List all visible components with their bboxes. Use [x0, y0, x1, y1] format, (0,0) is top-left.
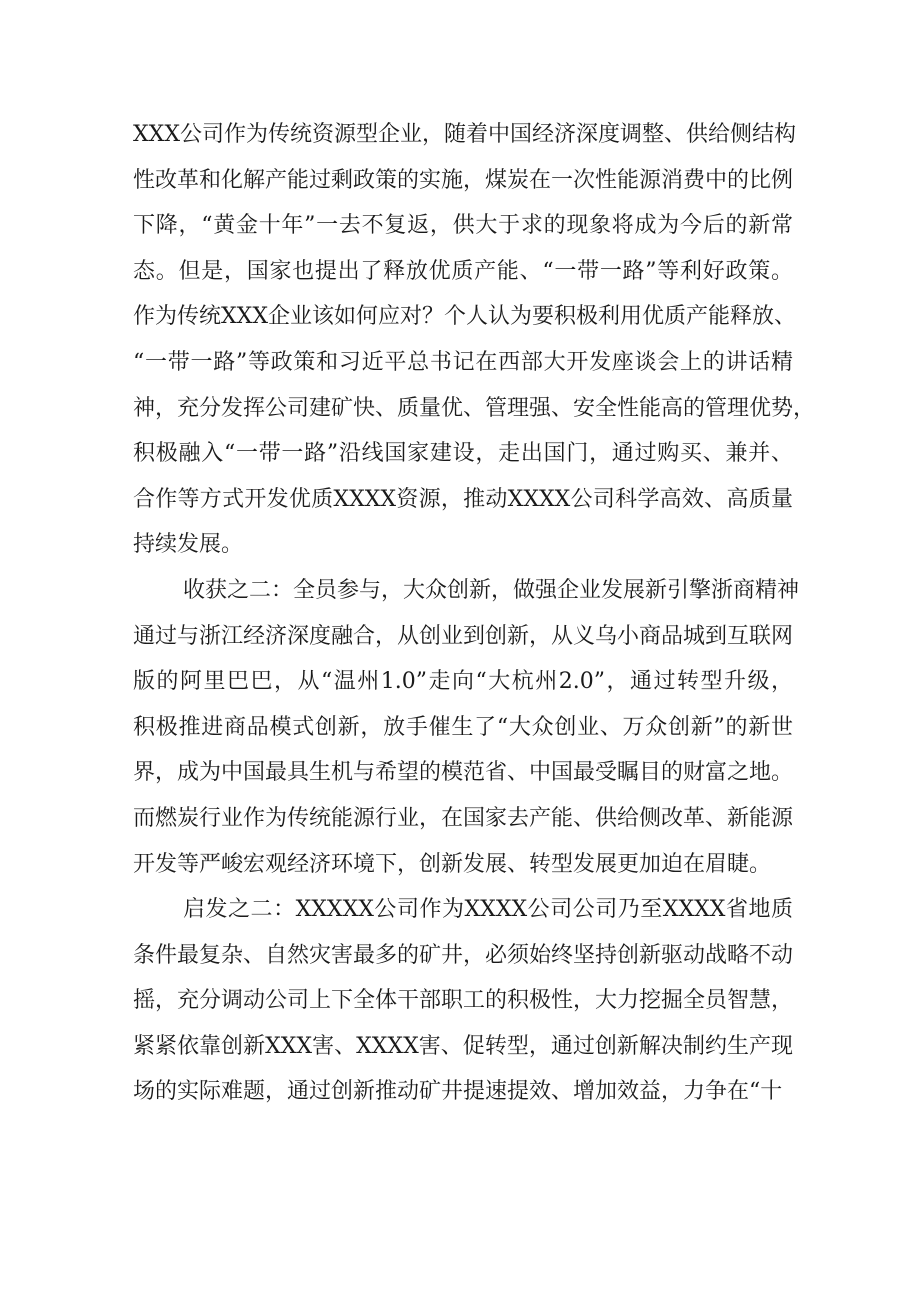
text-line: 持续发展。: [133, 532, 244, 558]
paragraph-2: [133, 568, 800, 887]
text-line: 开发等严峻宏观经济环境下，创新发展、转型发展更加迫在眉睫。: [133, 851, 772, 877]
document-body: [133, 112, 816, 1115]
paragraph-3: [133, 887, 793, 1115]
text-line: 性改革和化解产能过剩政策的实施，煤炭在一次性能源消费中的比例: [133, 167, 794, 193]
text-line: 作为传统XXX企业该如何应对？个人认为要积极利用优质产能释放、: [133, 304, 796, 330]
text-line: 神，充分发挥公司建矿快、质量优、管理强、安全性能高的管理优势，: [133, 395, 816, 421]
text-line: 界，成为中国最具生机与希望的模范省、中国最受瞩目的财富之地。: [133, 760, 794, 786]
text-line: 下降，“黄金十年”一去不复返，供大于求的现象将成为今后的新常: [133, 213, 793, 239]
text-line: 收获之二：全员参与，大众创新，做强企业发展新引擎浙商精神: [183, 577, 800, 603]
text-line: 态。但是，国家也提出了释放优质产能、“一带一路”等利好政策。: [133, 258, 793, 284]
text-line: 场的实际难题，通过创新推动矿井提速提效、增加效益，力争在“十: [133, 1079, 783, 1105]
text-line: 合作等方式开发优质XXXX资源，推动XXXX公司科学高效、高质量: [133, 486, 793, 512]
text-line: 而燃炭行业作为传统能源行业，在国家去产能、供给侧改革、新能源: [133, 805, 794, 831]
text-line: 通过与浙江经济深度融合，从创业到创新，从义乌小商品城到互联网: [133, 623, 794, 649]
paragraph-1: [133, 112, 816, 568]
text-line: “一带一路”等政策和习近平总书记在西部大开发座谈会上的讲话精: [133, 349, 793, 375]
text-line: 摇，充分调动公司上下全体干部职工的积极性，大力挖掘全员智慧，: [133, 988, 794, 1014]
text-line: 启发之二：XXXXX公司作为XXXX公司公司乃至XXXX省地质: [183, 897, 793, 923]
text-line: 积极推进商品模式创新，放手催生了“大众创业、万众创新”的新世: [133, 714, 793, 740]
text-line: XXX公司作为传统资源型企业，随着中国经济深度调整、供给侧结构: [133, 122, 796, 147]
text-line: 积极融入“一带一路”沿线国家建设，走出国门，通过购买、兼并、: [133, 441, 793, 467]
text-line: 紧紧依靠创新XXX害、XXXX害、促转型，通过创新解决制约生产现: [133, 1033, 793, 1059]
text-line: 版的阿里巴巴，从“温州1.0”走向“大杭州2.0”，通过转型升级，: [133, 669, 793, 695]
text-line: 条件最复杂、自然灾害最多的矿井，必须始终坚持创新驱动战略不动: [133, 942, 794, 968]
